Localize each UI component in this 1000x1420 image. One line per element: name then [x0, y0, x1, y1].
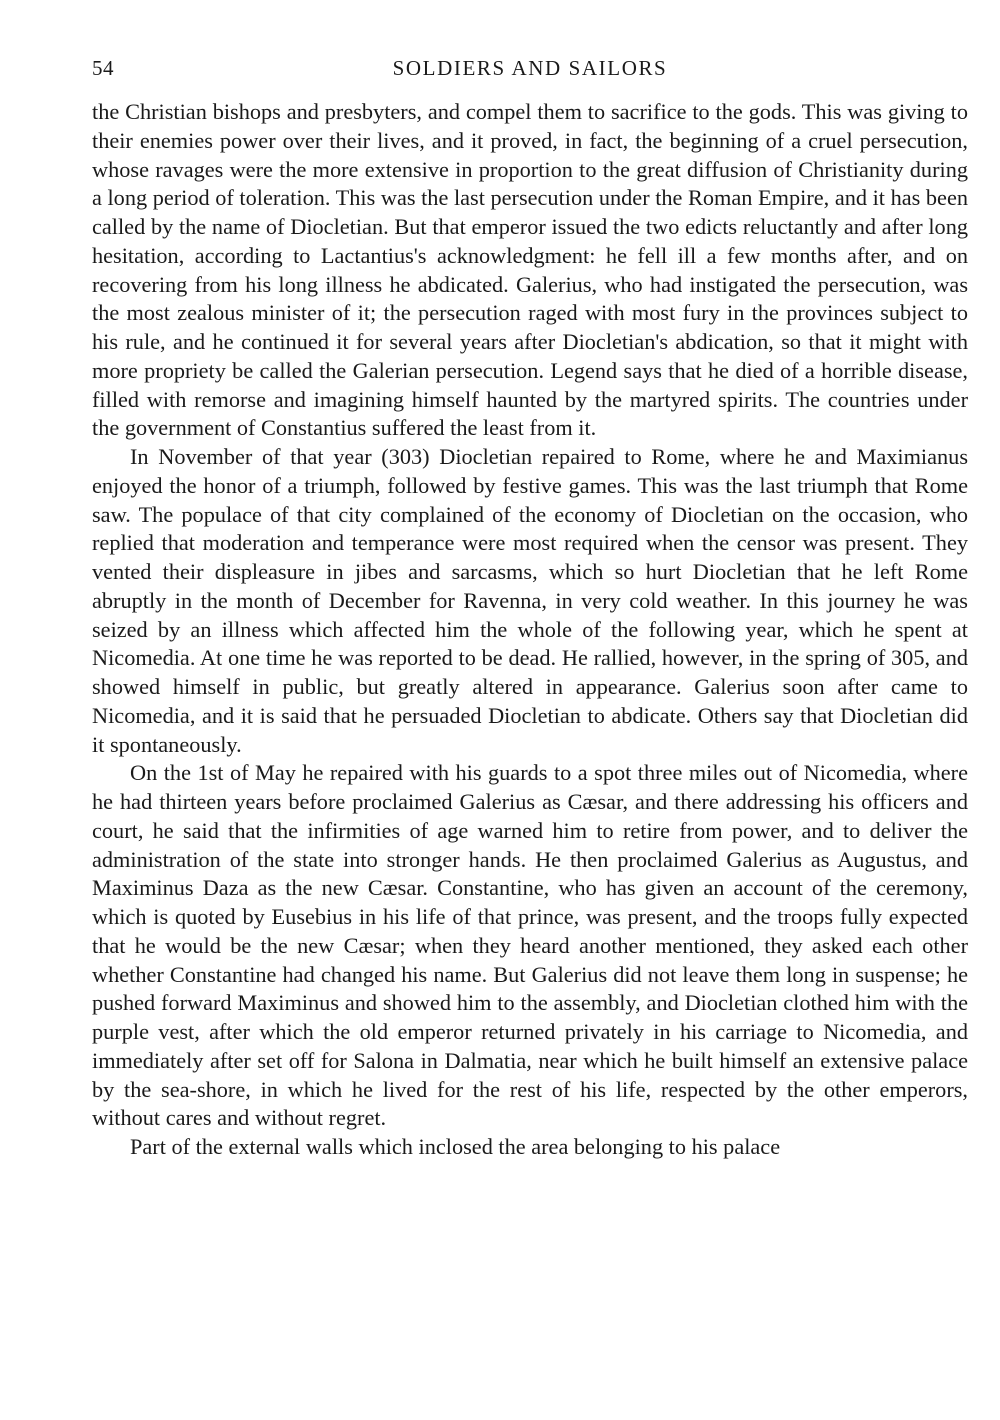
paragraph-november-303: In November of that year (303) Diocletian repaired to Rome, where he and Maximianus enjoyed the honor of a triumph, followed by festive games. This was the last triumph that Rome saw. The populace of that city complained of the economy of Diocletian on the occasion, who replied that moderation and temperance were most required when the censor was present. They vented their displeasure in jibes and sarcasms, which so hurt Diocletian that he left Rome abruptly in the month of December for Ravenna, in very cold weather. In this journey he was seized by an illness which affected him the whole of the following year, which he spent at Nicomedia. At one time he was reported to be dead. He rallied, however, in the spring of 305, and showed himself in public, but greatly altered in appearance. Galerius soon after came to Nicomedia, and it is said that he persuaded Diocletian to abdicate. Others say that Diocletian did it spontaneously.: [92, 444, 968, 757]
body-text: [92, 98, 968, 1162]
book-page: [92, 56, 968, 1162]
page-header: [92, 56, 968, 84]
paragraph-palace-walls: Part of the external walls which inclosed the area belonging to his palace: [130, 1134, 781, 1159]
paragraph-continued: the Christian bishops and presbyters, and compel them to sacrifice to the gods. This was giving to their enemies power over their lives, and it proved, in fact, the beginning of a cruel persecution, whose ravages were the more extensive in proportion to the great diffusion of Christianity during a long period of toleration. This was the last persecution under the Roman Empire, and it has been called by the name of Diocletian. But that emperor issued the two edicts reluctantly and after long hesitation, according to Lactantius's acknowledgment: he fell ill a few months after, and on recovering from his long illness he abdicated. Galerius, who had instigated the persecution, was the most zealous minister of it; the persecution raged with most fury in the provinces subject to his rule, and he continued it for several years after Diocletian's abdication, so that it might with more propriety be called the Galerian persecution. Legend says that he died of a horrible disease, filled with remorse and imagining himself haunted by the martyred spirits. The countries under the government of Constantius suffered the least from it.: [92, 99, 968, 441]
paragraph-abdication: On the 1st of May he repaired with his guards to a spot three miles out of Nicomedia, where he had thirteen years before proclaimed Galerius as Cæsar, and there addressing his officers and court, he said that the infirmities of age warned him to retire from power, and to deliver the administration of the state into stronger hands. He then proclaimed Galerius as Augustus, and Maximinus Daza as the new Cæsar. Constantine, who has given an account of the ceremony, which is quoted by Eusebius in his life of that prince, was present, and the troops fully expected that he would be the new Cæsar; when they heard another mentioned, they asked each other whether Constantine had changed his name. But Galerius did not leave them long in suspense; he pushed forward Maximinus and showed him to the assembly, and Diocletian clothed him with the purple vest, after which the old emperor returned privately in his carriage to Nicomedia, and immediately after set off for Salona in Dalmatia, near which he built himself an extensive palace by the sea-shore, in which he lived for the rest of his life, respected by the other emperors, without cares and without regret.: [92, 760, 968, 1131]
running-head: SOLDIERS AND SAILORS: [392, 56, 668, 80]
page-number: 54: [92, 56, 114, 80]
